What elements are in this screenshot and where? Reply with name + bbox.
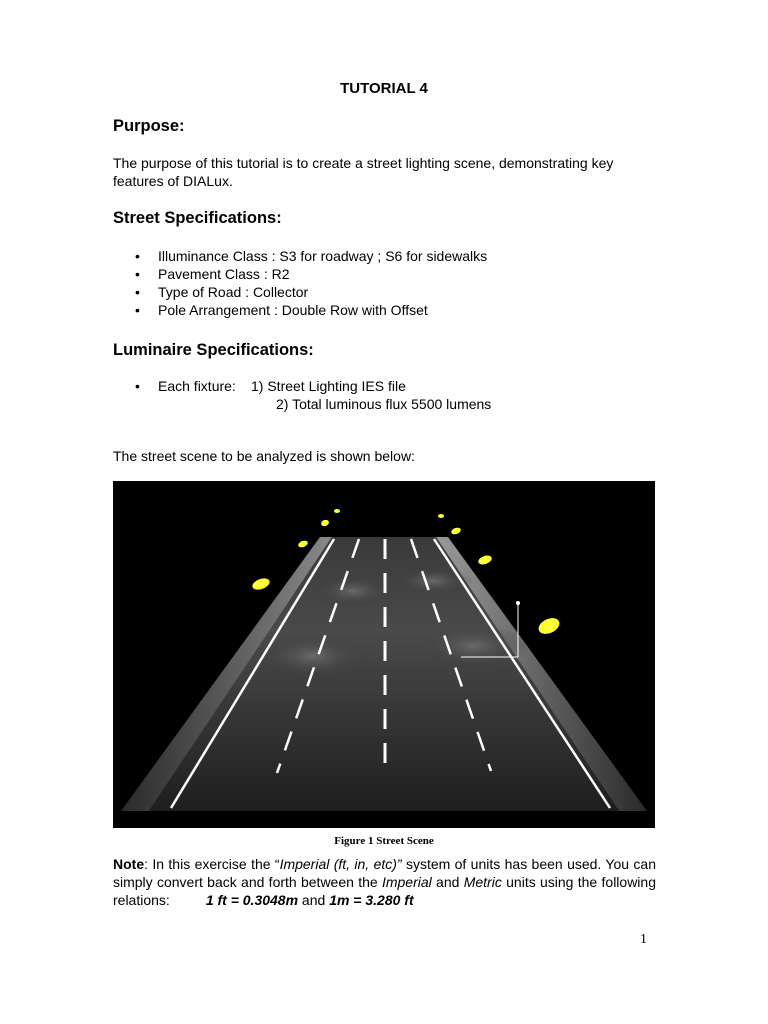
page-title: TUTORIAL 4: [340, 80, 428, 97]
luminaire: [450, 526, 461, 535]
street-specs-list: [135, 247, 487, 319]
luminaire: [320, 519, 330, 527]
light-pool: [418, 624, 528, 668]
note-label: Note: [113, 856, 145, 872]
note-text: and: [298, 892, 330, 908]
page-number: 1: [640, 932, 647, 947]
note-paragraph: [113, 855, 656, 909]
luminaire: [477, 554, 493, 566]
note-metric: Metric: [463, 874, 502, 890]
luminaire: [251, 576, 271, 592]
purpose-text: The purpose of this tutorial is to create a street lighting scene, demonstrating key features of DIALux.: [113, 155, 614, 189]
bullet: •: [135, 378, 140, 394]
axis-origin-dot: [516, 601, 520, 605]
luminaire: [536, 615, 562, 637]
fixture-label: Each fixture:: [158, 378, 236, 394]
street-spec-illuminance: • Illuminance Class : S3 for roadway ; S6 for sidewalks: [135, 247, 487, 265]
purpose-heading: Purpose:: [113, 117, 185, 135]
luminaire: [334, 509, 340, 513]
street-spec-road-type: • Type of Road : Collector: [135, 283, 487, 301]
luminaire: [297, 539, 308, 548]
fixture-line-1: 1) Street Lighting IES file: [251, 378, 406, 394]
street-scene-figure: [113, 481, 655, 828]
note-text: system of units has been used. You can simply convert back and forth between the: [113, 856, 656, 890]
note-text: units using the following relations:: [113, 874, 656, 908]
street-scene-render: [113, 481, 655, 828]
fixture-line-2: 2) Total luminous flux 5500 lumens: [276, 396, 492, 412]
street-specs-heading: Street Specifications:: [113, 209, 282, 227]
note-imperial: Imperial: [381, 874, 432, 890]
luminaire: [438, 514, 444, 518]
scene-intro-text: The street scene to be analyzed is shown below:: [113, 448, 415, 464]
light-pool: [313, 575, 393, 607]
relation-ft-to-m: 1 ft = 0.3048m: [205, 892, 299, 908]
street-spec-pavement: • Pavement Class : R2: [135, 265, 487, 283]
note-text: and: [431, 874, 464, 890]
street-spec-pole-arrangement: • Pole Arrangement : Double Row with Offset: [135, 301, 487, 319]
relation-m-to-ft: 1m = 3.280 ft: [329, 892, 414, 908]
figure-caption: Figure 1 Street Scene: [334, 835, 434, 847]
luminaire-specs-heading: Luminaire Specifications:: [113, 341, 314, 359]
note-imperial-units: Imperial (ft, in, etc)”: [279, 856, 402, 872]
note-text: : In this exercise the “: [144, 856, 280, 872]
